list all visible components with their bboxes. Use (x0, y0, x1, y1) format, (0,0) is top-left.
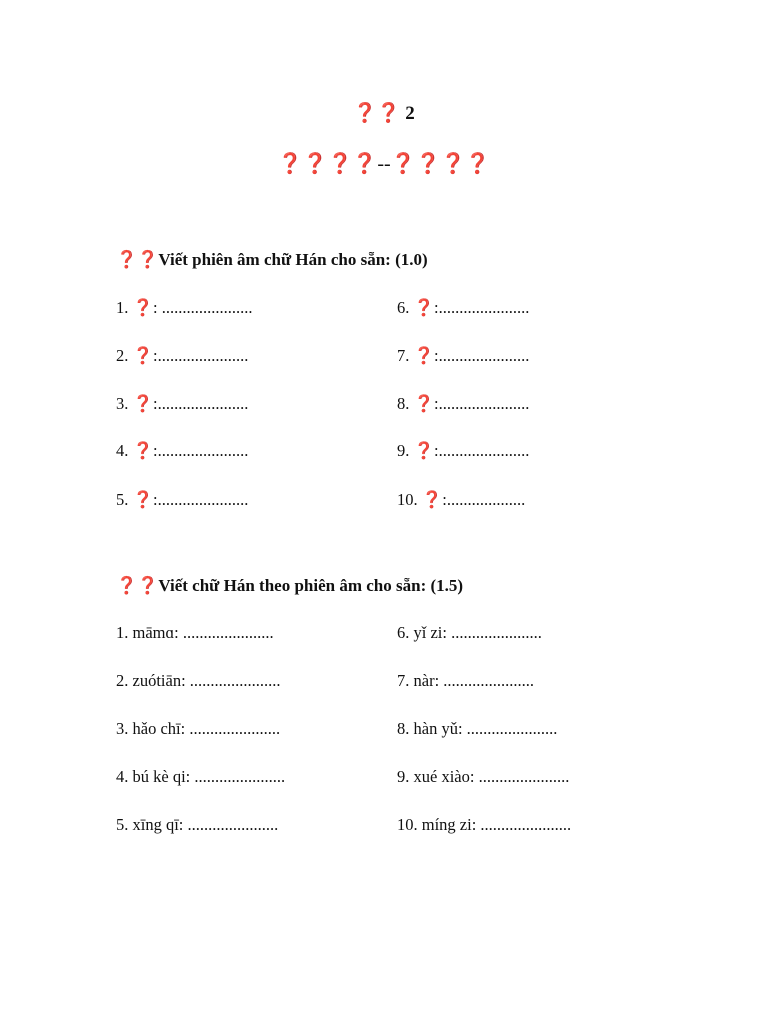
section-2-item: 7. nàr: ...................... (397, 671, 535, 690)
section-1-item: 2. ❓:...................... (116, 346, 249, 365)
section-1-item: 4. ❓:...................... (116, 441, 249, 460)
section-2-item: 4. bú kè qi: ...................... (116, 767, 286, 786)
section-1-item: 6. ❓:...................... (397, 298, 530, 317)
section-2-item: 10. míng zi: ...................... (397, 815, 572, 834)
section-1-item: 3. ❓:...................... (116, 394, 249, 413)
section-1-item: 9. ❓:...................... (397, 441, 530, 460)
section-2-heading: ❓❓Viết chữ Hán theo phiên âm cho sẵn: (1.5) (116, 576, 464, 595)
document-subtitle: ❓❓❓❓--❓❓❓❓ (277, 153, 491, 175)
section-1-item: 5. ❓:...................... (116, 490, 249, 509)
section-2-item: 6. yǐ zi: ...................... (397, 623, 542, 642)
section-1-item: 1. ❓: ...................... (116, 298, 253, 317)
section-1-item: 7. ❓:...................... (397, 346, 530, 365)
section-2-item: 5. xīng qī: ...................... (116, 815, 279, 834)
section-2-item: 2. zuótiān: ...................... (116, 671, 281, 690)
section-2-item: 8. hàn yǔ: ...................... (397, 719, 558, 738)
section-1-item: 8. ❓:...................... (397, 394, 530, 413)
document-title: ❓❓ 2 (353, 103, 415, 124)
section-2-item: 1. māmɑ: ...................... (116, 623, 274, 642)
section-1-heading: ❓❓Viết phiên âm chữ Hán cho sẵn: (1.0) (116, 250, 428, 269)
section-2-item: 3. hǎo chī: ...................... (116, 719, 281, 738)
section-1-item: 10. ❓:................... (397, 490, 526, 509)
section-2-item: 9. xué xiào: ...................... (397, 767, 570, 786)
